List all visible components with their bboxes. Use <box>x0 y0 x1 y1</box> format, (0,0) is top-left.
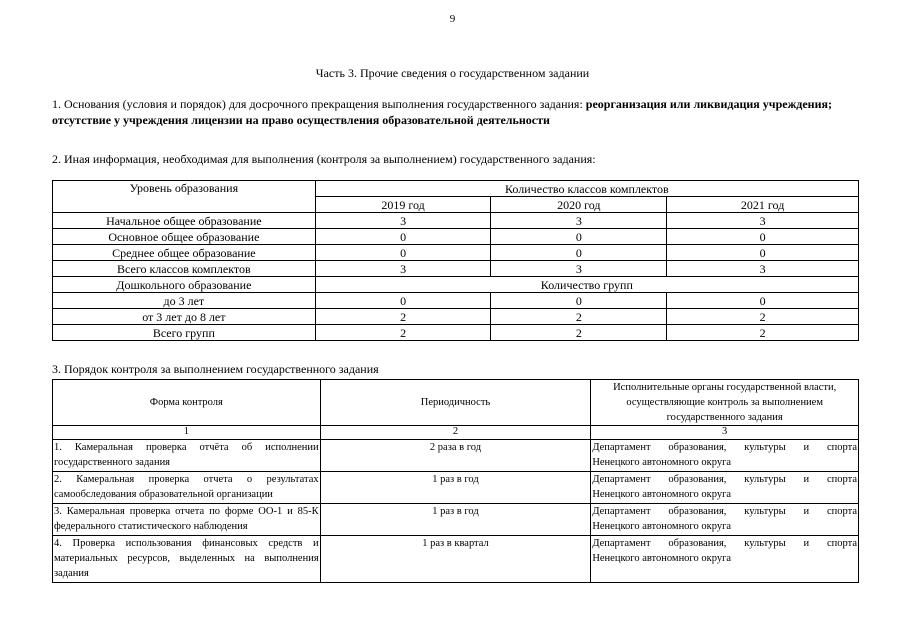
column-number: 2 <box>320 426 591 440</box>
cell-value: 0 <box>667 293 859 309</box>
header-executive-bodies: Исполнительные органы государственной власти, осуществляющие контроль за выполнением государственного задания <box>591 380 859 426</box>
cell-value: 3 <box>667 261 859 277</box>
cell-value: 2 <box>667 325 859 341</box>
cell-value: 3 <box>491 213 667 229</box>
executive-body-cell <box>591 536 859 583</box>
header-class-count: Количество классов комплектов <box>315 181 858 197</box>
classes-table <box>52 180 859 341</box>
periodicity-cell: 1 раз в год <box>320 504 591 536</box>
table-row <box>53 229 859 245</box>
cell-value: 2 <box>315 325 491 341</box>
executive-body-cell <box>591 504 859 536</box>
row-label: Начальное общее образование <box>53 213 316 229</box>
cell-value: 0 <box>667 229 859 245</box>
control-table <box>52 379 859 583</box>
cell-value: 3 <box>667 213 859 229</box>
table-row <box>53 309 859 325</box>
table-row <box>53 213 859 229</box>
table-row <box>53 293 859 309</box>
row-label: Среднее общее образование <box>53 245 316 261</box>
cell-value: 3 <box>315 261 491 277</box>
header-periodicity: Периодичность <box>320 380 591 426</box>
cell-value: 2 <box>667 309 859 325</box>
preschool-label: Дошкольного образование <box>53 277 316 293</box>
cell-value: 2 <box>491 325 667 341</box>
column-number: 3 <box>591 426 859 440</box>
table-row <box>53 245 859 261</box>
cell-value: 3 <box>315 213 491 229</box>
cell-value: 0 <box>491 293 667 309</box>
cell-value: 3 <box>491 261 667 277</box>
row-label: до 3 лет <box>53 293 316 309</box>
header-education-level: Уровень образования <box>53 181 316 213</box>
section-3-title: 3. Порядок контроля за выполнением государственного задания <box>52 362 379 376</box>
org-line-2: Ненецкого автономного округа <box>592 457 732 468</box>
part-title: Часть 3. Прочие сведения о государственном задании <box>315 66 590 80</box>
section-1-prefix: 1. Основания (условия и порядок) для досрочного прекращения выполнения государственного задания: <box>52 97 586 111</box>
header-year-2021: 2021 год <box>667 197 859 213</box>
row-label: Основное общее образование <box>53 229 316 245</box>
org-line-1: Департамент образования, культуры и спорта <box>592 538 857 549</box>
org-line-1: Департамент образования, культуры и спорта <box>592 442 857 453</box>
page-number: 9 <box>449 13 456 25</box>
cell-value: 2 <box>491 309 667 325</box>
table-row <box>53 325 859 341</box>
table-row <box>53 504 859 536</box>
org-line-2: Ненецкого автономного округа <box>592 553 732 564</box>
section-2-title: 2. Иная информация, необходимая для выполнения (контроля за выполнением) государственного задания: <box>52 152 596 166</box>
table-row <box>53 261 859 277</box>
cell-value: 0 <box>491 245 667 261</box>
cell-value: 0 <box>491 229 667 245</box>
cell-value: 0 <box>667 245 859 261</box>
header-group-count: Количество групп <box>315 277 858 293</box>
executive-body-cell <box>591 440 859 472</box>
control-form-cell: 1. Камеральная проверка отчёта об исполнении государственного задания <box>53 440 321 472</box>
control-form-cell: 4. Проверка использования финансовых средств и материальных ресурсов, выделенных на выполнения задания <box>53 536 321 583</box>
header-control-form: Форма контроля <box>53 380 321 426</box>
control-form-cell: 3. Камеральная проверка отчета по форме ОО-1 и 85-К федерального статистического наблюдения <box>53 504 321 536</box>
periodicity-cell: 1 раз в год <box>320 472 591 504</box>
row-label: от 3 лет до 8 лет <box>53 309 316 325</box>
table-row <box>53 440 859 472</box>
periodicity-cell: 2 раза в год <box>320 440 591 472</box>
org-line-1: Департамент образования, культуры и спорта <box>592 474 857 485</box>
header-year-2019: 2019 год <box>315 197 491 213</box>
org-line-1: Департамент образования, культуры и спорта <box>592 506 857 517</box>
column-number: 1 <box>53 426 321 440</box>
cell-value: 2 <box>315 309 491 325</box>
header-year-2020: 2020 год <box>491 197 667 213</box>
control-form-cell: 2. Камеральная проверка отчета о результатах самообследования образовательной организации <box>53 472 321 504</box>
table-row <box>53 472 859 504</box>
table-row <box>53 536 859 583</box>
org-line-2: Ненецкого автономного округа <box>592 521 732 532</box>
cell-value: 0 <box>315 293 491 309</box>
cell-value: 0 <box>315 245 491 261</box>
periodicity-cell: 1 раз в квартал <box>320 536 591 583</box>
section-1-paragraph <box>52 96 858 128</box>
executive-body-cell <box>591 472 859 504</box>
org-line-2: Ненецкого автономного округа <box>592 489 732 500</box>
cell-value: 0 <box>315 229 491 245</box>
row-label: Всего групп <box>53 325 316 341</box>
row-label: Всего классов комплектов <box>53 261 316 277</box>
section-1-bold-text: реорганизация или ликвидация учреждения; отсутствие у учреждения лицензии на право осуществления образовательной деятельности <box>52 97 832 127</box>
